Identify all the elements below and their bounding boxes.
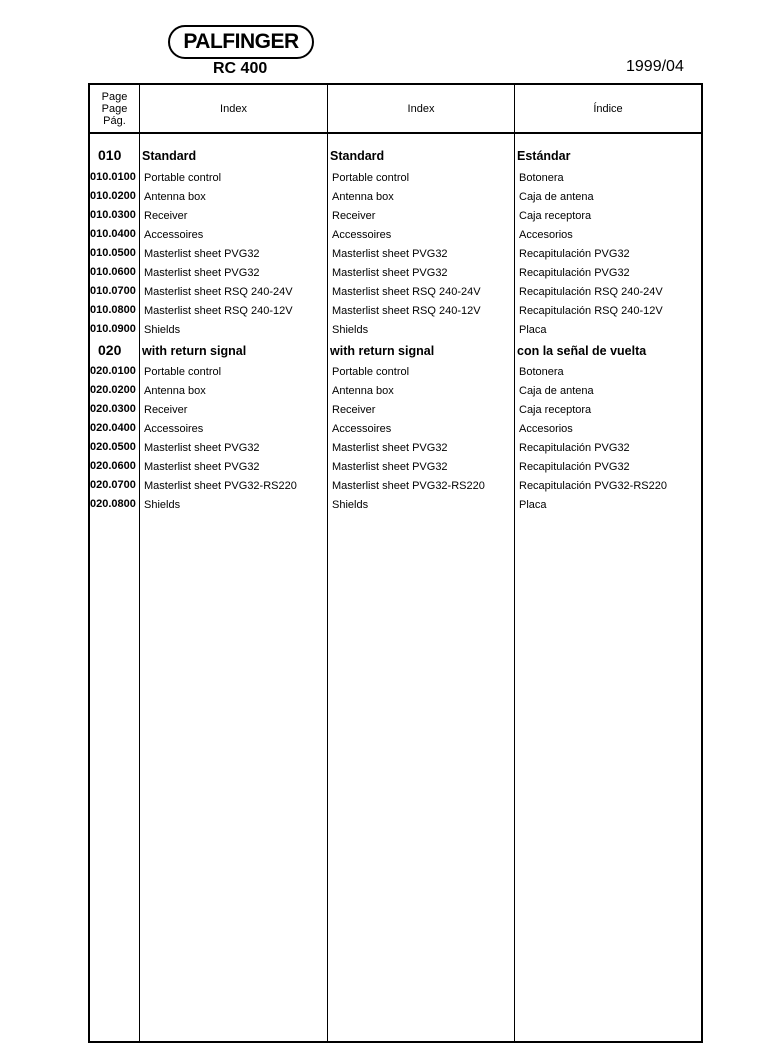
page-code: 010.0600 [90,266,136,278]
page-code: 020.0600 [90,460,136,472]
entry-en: Masterlist sheet PVG32 [144,442,260,454]
page-code: 020.0800 [90,498,136,510]
entry-es: Placa [519,499,547,511]
entry-de: Antenna box [332,191,394,203]
entry-de: Portable control [332,366,410,378]
entry-de: Shields [332,499,369,511]
page-code: 010.0800 [90,304,136,316]
entry-es: Recapitulación RSQ 240-24V [519,286,663,298]
entry-de: Portable control [332,172,410,184]
page-code: 010.0500 [90,247,136,259]
section-code: 010 [98,147,122,163]
page-code: 020.0500 [90,441,136,453]
entry-es: Placa [519,324,547,336]
entry-de: Masterlist sheet PVG32 [332,461,448,473]
entry-es: Recapitulación PVG32-RS220 [519,480,667,492]
entry-de: Masterlist sheet RSQ 240-24V [332,286,481,298]
section-title-de: with return signal [330,344,435,358]
entry-es: Caja receptora [519,404,592,416]
entry-de: Masterlist sheet RSQ 240-12V [332,305,481,317]
palfinger-logo [168,25,314,59]
section-title-es: Estándar [517,149,571,163]
entry-es: Caja de antena [519,385,594,397]
entry-en: Masterlist sheet PVG32 [144,461,260,473]
page-code: 010.0900 [90,323,136,335]
page-code: 010.0100 [90,171,136,183]
entry-es: Recapitulación PVG32 [519,461,630,473]
page-code: 020.0700 [90,479,136,491]
entry-es: Caja receptora [519,210,592,222]
entry-de: Accessoires [332,229,392,241]
entry-de: Receiver [332,404,376,416]
entry-es: Recapitulación PVG32 [519,442,630,454]
entry-en: Shields [144,499,181,511]
document-date: 1999/04 [626,58,684,75]
entry-en: Masterlist sheet PVG32 [144,248,260,260]
page-header-line-1: Page [101,90,128,103]
entry-es: Caja de antena [519,191,594,203]
index-column-header-en: Index [220,102,247,115]
entry-de: Masterlist sheet PVG32-RS220 [332,480,485,492]
entry-es: Botonera [519,366,564,378]
entry-en: Masterlist sheet RSQ 240-12V [144,305,293,317]
page-header-line-2: Page [101,102,128,115]
entry-en: Accessoires [144,423,204,435]
entry-es: Recapitulación PVG32 [519,248,630,260]
entry-de: Accessoires [332,423,392,435]
index-column-header-de: Index [407,102,435,115]
page-header-line-3: Pág. [103,114,126,127]
section-title-es: con la señal de vuelta [517,344,647,358]
page-column-header [90,85,139,132]
page-code: 020.0100 [90,365,136,377]
entry-en: Antenna box [144,385,206,397]
entry-en: Receiver [144,404,188,416]
model-title: RC 400 [213,60,268,77]
page-code: 020.0300 [90,403,136,415]
section-title-de: Standard [330,149,385,163]
entry-de: Masterlist sheet PVG32 [332,267,448,279]
entry-es: Accesorios [519,229,573,241]
column-divider-2 [327,85,328,1041]
entry-en: Masterlist sheet RSQ 240-24V [144,286,293,298]
entry-es: Botonera [519,172,564,184]
entry-en: Antenna box [144,191,206,203]
entry-en: Masterlist sheet PVG32 [144,267,260,279]
page-code: 020.0200 [90,384,136,396]
entry-de: Masterlist sheet PVG32 [332,248,448,260]
index-column-header-es: Índice [593,102,623,115]
page-code: 010.0300 [90,209,136,221]
page-code: 010.0400 [90,228,136,240]
entry-en: Shields [144,324,181,336]
entry-en: Portable control [144,172,222,184]
page-code: 010.0700 [90,285,136,297]
entry-de: Antenna box [332,385,394,397]
entry-en: Masterlist sheet PVG32-RS220 [144,480,297,492]
entry-es: Recapitulación RSQ 240-12V [519,305,663,317]
page-code: 010.0200 [90,190,136,202]
entry-de: Receiver [332,210,376,222]
entry-en: Accessoires [144,229,204,241]
entry-de: Masterlist sheet PVG32 [332,442,448,454]
section-title-en: Standard [142,149,197,163]
header-divider [90,132,701,134]
entry-en: Receiver [144,210,188,222]
column-divider-1 [139,85,140,1041]
section-code: 020 [98,342,122,358]
entry-es: Accesorios [519,423,573,435]
column-divider-3 [514,85,515,1041]
entry-es: Recapitulación PVG32 [519,267,630,279]
index-table [88,83,703,1043]
entry-de: Shields [332,324,369,336]
logo-text: PALFINGER [183,30,299,53]
page-code: 020.0400 [90,422,136,434]
entry-en: Portable control [144,366,222,378]
section-title-en: with return signal [142,344,247,358]
